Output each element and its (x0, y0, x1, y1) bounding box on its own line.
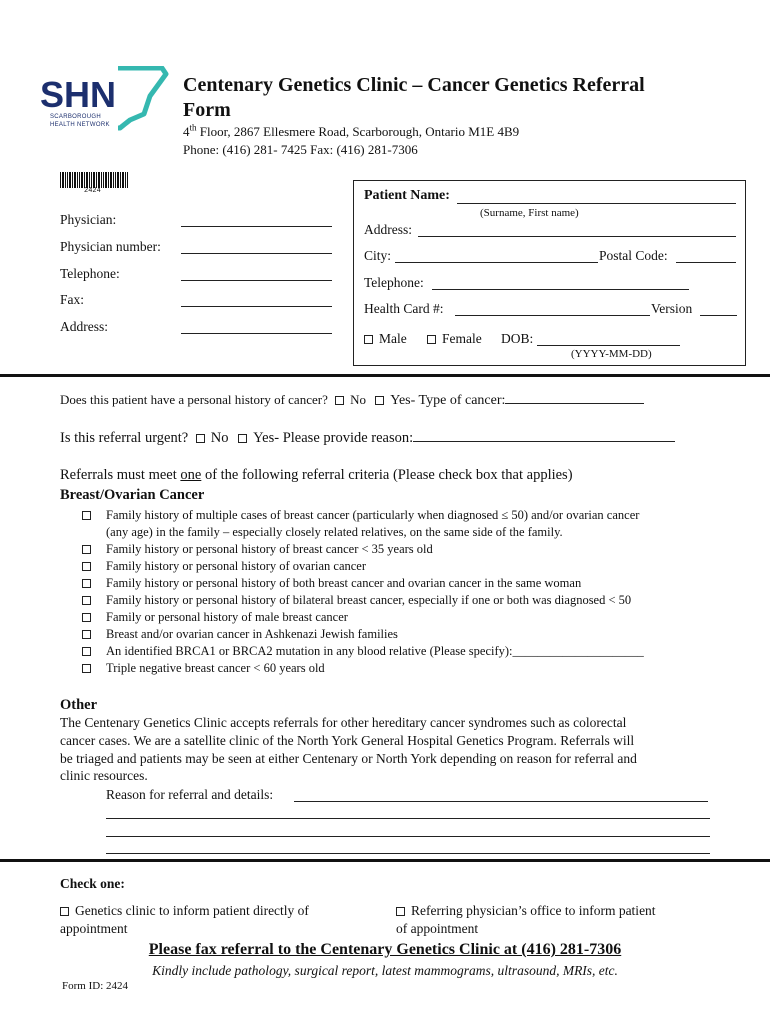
physician-number-field[interactable] (181, 253, 332, 254)
physician-office-checkbox[interactable] (396, 907, 405, 916)
history-no-checkbox[interactable] (335, 396, 344, 405)
include-note: Kindly include pathology, surgical report, latest mammograms, ultrasound, MRIs, etc. (152, 963, 618, 978)
form-title-line2: Form (183, 99, 231, 121)
check-option-2: Referring physician’s office to inform patient of appointment (396, 903, 656, 936)
reason-field-4[interactable] (106, 853, 710, 854)
section-divider-bottom (0, 859, 770, 862)
physician-field[interactable] (181, 226, 332, 227)
patient-name-field[interactable] (457, 203, 736, 204)
urgent-yes-checkbox[interactable] (238, 434, 247, 443)
female-label: Female (442, 331, 482, 346)
criteria-checkbox-9[interactable] (82, 664, 91, 673)
patient-postal-field[interactable] (676, 262, 736, 263)
check-one-heading: Check one: (60, 876, 125, 891)
urgent-reason-field[interactable] (413, 429, 675, 442)
history-yes-checkbox[interactable] (375, 396, 384, 405)
physician-telephone-field[interactable] (181, 280, 332, 281)
male-label: Male (379, 331, 407, 346)
form-title-line1: Centenary Genetics Clinic – Cancer Genetics Referral (183, 74, 645, 96)
other-line-4: clinic resources. (60, 768, 148, 783)
patient-name-hint: (Surname, First name) (480, 207, 579, 219)
health-card-label: Health Card #: (364, 301, 444, 316)
male-checkbox[interactable] (364, 335, 373, 344)
criteria-checkbox-1[interactable] (82, 511, 91, 520)
criteria-checkbox-8[interactable] (82, 647, 91, 656)
history-question-text: Does this patient have a personal history of cancer? (60, 392, 328, 407)
history-yes-label: Yes- Type of cancer: (390, 393, 506, 408)
fax-note: Please fax referral to the Centenary Genetics Clinic at (416) 281-7306 (148, 941, 622, 958)
health-card-field[interactable] (455, 315, 650, 316)
reason-field-1[interactable] (294, 801, 708, 802)
urgent-question (60, 429, 675, 447)
logo-brand: SHN (40, 74, 117, 115)
clinic-phone: Phone: (416) 281- 7425 Fax: (416) 281-7306 (183, 142, 418, 157)
urgent-no-label: No (210, 430, 229, 446)
criteria-checkbox-5[interactable] (82, 596, 91, 605)
section-divider-top (0, 374, 770, 377)
cancer-type-field[interactable] (505, 391, 644, 404)
patient-address-label: Address: (364, 222, 412, 237)
genetics-clinic-checkbox[interactable] (60, 907, 69, 916)
form-id: Form ID: 2424 (62, 980, 128, 992)
physician-address-label: Address: (60, 319, 108, 334)
physician-fax-label: Fax: (60, 292, 85, 307)
patient-city-field[interactable] (395, 262, 598, 263)
other-line-2: cancer cases. We are a satellite clinic of the North York General Hospital Genetics Program. Referrals will (60, 733, 635, 748)
urgent-yes-label: Yes- Please provide reason: (253, 430, 414, 446)
sex-row (364, 331, 407, 347)
physician-address-field[interactable] (181, 333, 332, 334)
other-line-3: be triaged and patients may be seen at either Centenary or North York depending on reason for referral and (60, 751, 637, 766)
shn-logo (40, 66, 170, 132)
barcode-icon (60, 172, 130, 188)
dob-field[interactable] (537, 345, 680, 346)
criteria-checkbox-4[interactable] (82, 579, 91, 588)
urgent-no-checkbox[interactable] (196, 434, 205, 443)
history-no-label: No (350, 392, 366, 407)
check-option-1: Genetics clinic to inform patient directly of appointment (60, 903, 309, 936)
history-question (60, 391, 644, 409)
patient-telephone-field[interactable] (432, 289, 689, 290)
physician-number-label: Physician number: (60, 239, 161, 254)
dob-label: DOB: (501, 331, 534, 346)
female-row (427, 331, 482, 347)
urgent-question-text: Is this referral urgent? (60, 430, 189, 446)
patient-name-label: Patient Name: (364, 188, 450, 203)
reason-field-2[interactable] (106, 818, 710, 819)
version-label: Version (651, 301, 693, 316)
patient-city-label: City: (364, 248, 392, 263)
female-checkbox[interactable] (427, 335, 436, 344)
reason-label: Reason for referral and details: (106, 787, 274, 802)
patient-telephone-label: Telephone: (364, 275, 424, 290)
clinic-address: 4th Floor, 2867 Ellesmere Road, Scarborough, Ontario M1E 4B9 (183, 122, 520, 139)
physician-label: Physician: (60, 212, 117, 227)
criteria-intro: Referrals must meet one of the following referral criteria (Please check box that applies) (60, 467, 573, 483)
logo-sub1: SCARBOROUGH (50, 114, 101, 120)
barcode-number: 2424 (84, 187, 101, 195)
physician-telephone-label: Telephone: (60, 266, 120, 281)
patient-postal-label: Postal Code: (599, 248, 668, 263)
criteria-checkbox-3[interactable] (82, 562, 91, 571)
criteria-checkbox-6[interactable] (82, 613, 91, 622)
criteria-checkbox-2[interactable] (82, 545, 91, 554)
version-field[interactable] (700, 315, 737, 316)
other-heading: Other (60, 697, 98, 713)
reason-field-3[interactable] (106, 836, 710, 837)
patient-address-field[interactable] (418, 236, 736, 237)
barcode (60, 172, 130, 196)
dob-hint: (YYYY-MM-DD) (571, 348, 652, 360)
other-line-1: The Centenary Genetics Clinic accepts referrals for other hereditary cancer syndromes such as colorectal (60, 715, 627, 730)
logo-sub2: HEALTH NETWORK (50, 122, 110, 128)
criteria-heading: Breast/Ovarian Cancer (60, 487, 205, 503)
physician-fax-field[interactable] (181, 306, 332, 307)
criteria-checkbox-7[interactable] (82, 630, 91, 639)
